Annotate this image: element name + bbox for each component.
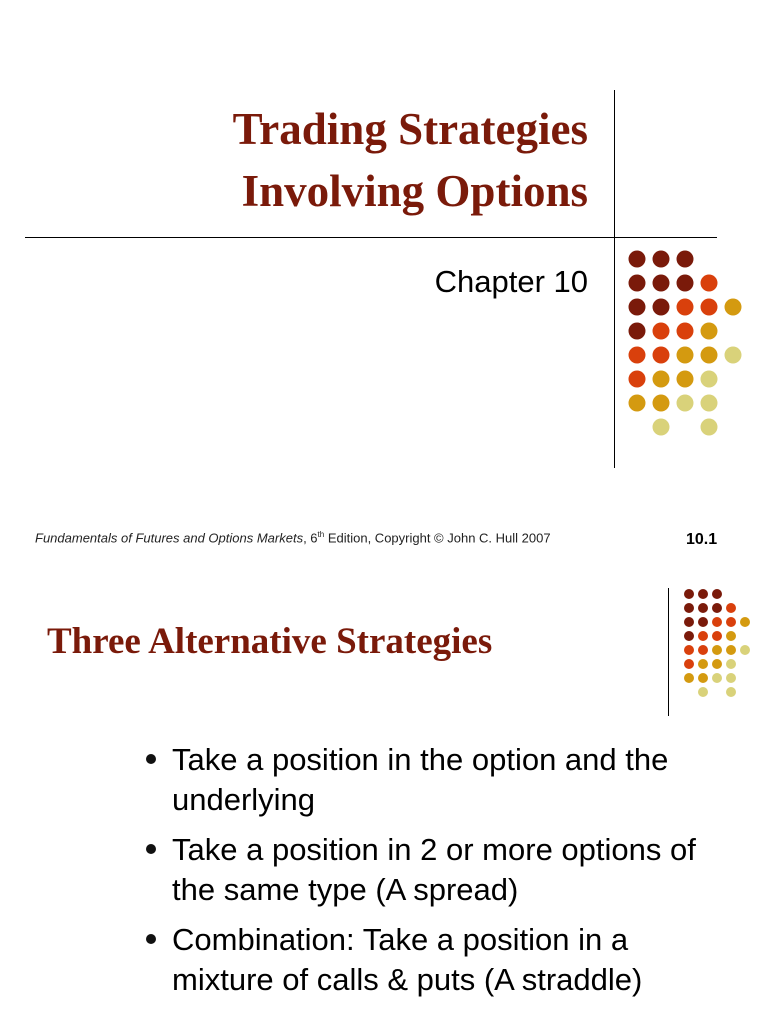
decorative-dot: [677, 323, 694, 340]
decorative-dot: [698, 673, 708, 683]
decorative-dot: [677, 251, 694, 268]
decorative-dot: [698, 659, 708, 669]
decorative-dot: [653, 419, 670, 436]
decorative-dot: [629, 347, 646, 364]
bullet-list: [140, 740, 700, 1010]
footer-book-title: Fundamentals of Futures and Options Markets: [35, 530, 304, 546]
decorative-dot: [677, 395, 694, 412]
decorative-dot: [712, 603, 722, 613]
decorative-dot: [677, 371, 694, 388]
bullet-item: [140, 740, 700, 820]
decorative-dot: [726, 659, 736, 669]
decorative-dot: [684, 631, 694, 641]
bullet-dot-icon: [146, 844, 156, 854]
decorative-dot: [701, 395, 718, 412]
decorative-dot: [629, 275, 646, 292]
bullet-item: [140, 920, 700, 1000]
decorative-dot: [712, 659, 722, 669]
title-line-1: Trading Strategies: [232, 104, 588, 154]
footer-citation: [35, 530, 551, 545]
decorative-dot: [712, 631, 722, 641]
decorative-dot: [698, 603, 708, 613]
decorative-dot: [726, 617, 736, 627]
title-line-2: Involving Options: [241, 166, 588, 216]
decorative-dot: [698, 687, 708, 697]
decorative-dot: [677, 299, 694, 316]
decorative-dot: [629, 299, 646, 316]
decorative-dot: [677, 347, 694, 364]
decorative-dot: [684, 673, 694, 683]
decorative-dot: [684, 617, 694, 627]
decorative-dot: [726, 603, 736, 613]
bullet-text: Take a position in 2 or more options of the same type (A spread): [172, 832, 696, 907]
slide-heading: Three Alternative Strategies: [47, 621, 493, 662]
decorative-dot: [629, 371, 646, 388]
decorative-dot: [677, 275, 694, 292]
footer-edition-prefix: , 6: [303, 530, 318, 546]
decorative-dot: [653, 371, 670, 388]
slide-number: 10.1: [686, 531, 718, 548]
decorative-dot: [712, 617, 722, 627]
footer-edition-sup: th: [317, 530, 325, 539]
decorative-dot: [684, 645, 694, 655]
decorative-dot: [726, 673, 736, 683]
decorative-dot: [725, 299, 742, 316]
decorative-dot: [701, 347, 718, 364]
bullet-dot-icon: [146, 754, 156, 764]
bullet-item: [140, 830, 700, 910]
decorative-dot: [701, 419, 718, 436]
decorative-dot: [653, 323, 670, 340]
decorative-dot: [629, 323, 646, 340]
decorative-dot: [726, 645, 736, 655]
decorative-dot: [701, 371, 718, 388]
decorative-dot: [653, 251, 670, 268]
bullet-text: Combination: Take a position in a mixture of calls & puts (A straddle): [172, 922, 643, 997]
decorative-dot: [740, 617, 750, 627]
horizontal-divider: [25, 237, 717, 238]
footer-copyright: Edition, Copyright © John C. Hull 2007: [324, 530, 551, 546]
bullet-dot-icon: [146, 934, 156, 944]
decorative-dot: [698, 589, 708, 599]
bullet-text: Take a position in the option and the underlying: [172, 742, 669, 817]
decorative-dot: [712, 645, 722, 655]
decorative-dot: [701, 275, 718, 292]
decorative-dot: [684, 603, 694, 613]
decorative-dot: [698, 645, 708, 655]
chapter-subtitle: Chapter 10: [434, 264, 588, 299]
decorative-dot: [726, 631, 736, 641]
slide-title-heading: [233, 98, 588, 222]
decorative-dot: [740, 645, 750, 655]
vertical-divider: [668, 588, 669, 716]
decorative-dot: [684, 589, 694, 599]
decorative-dot: [701, 299, 718, 316]
decorative-dot: [684, 659, 694, 669]
decorative-dot: [698, 617, 708, 627]
vertical-divider: [614, 90, 615, 468]
decorative-dot: [726, 687, 736, 697]
decorative-dot: [725, 347, 742, 364]
decorative-dot: [698, 631, 708, 641]
decorative-dot: [653, 299, 670, 316]
decorative-dot: [701, 323, 718, 340]
decorative-dot: [653, 395, 670, 412]
decorative-dot: [653, 347, 670, 364]
decorative-dot: [629, 251, 646, 268]
decorative-dot: [629, 395, 646, 412]
decorative-dot: [653, 275, 670, 292]
slide-three-strategies: [0, 568, 768, 1024]
decorative-dot: [712, 673, 722, 683]
decorative-dot: [712, 589, 722, 599]
